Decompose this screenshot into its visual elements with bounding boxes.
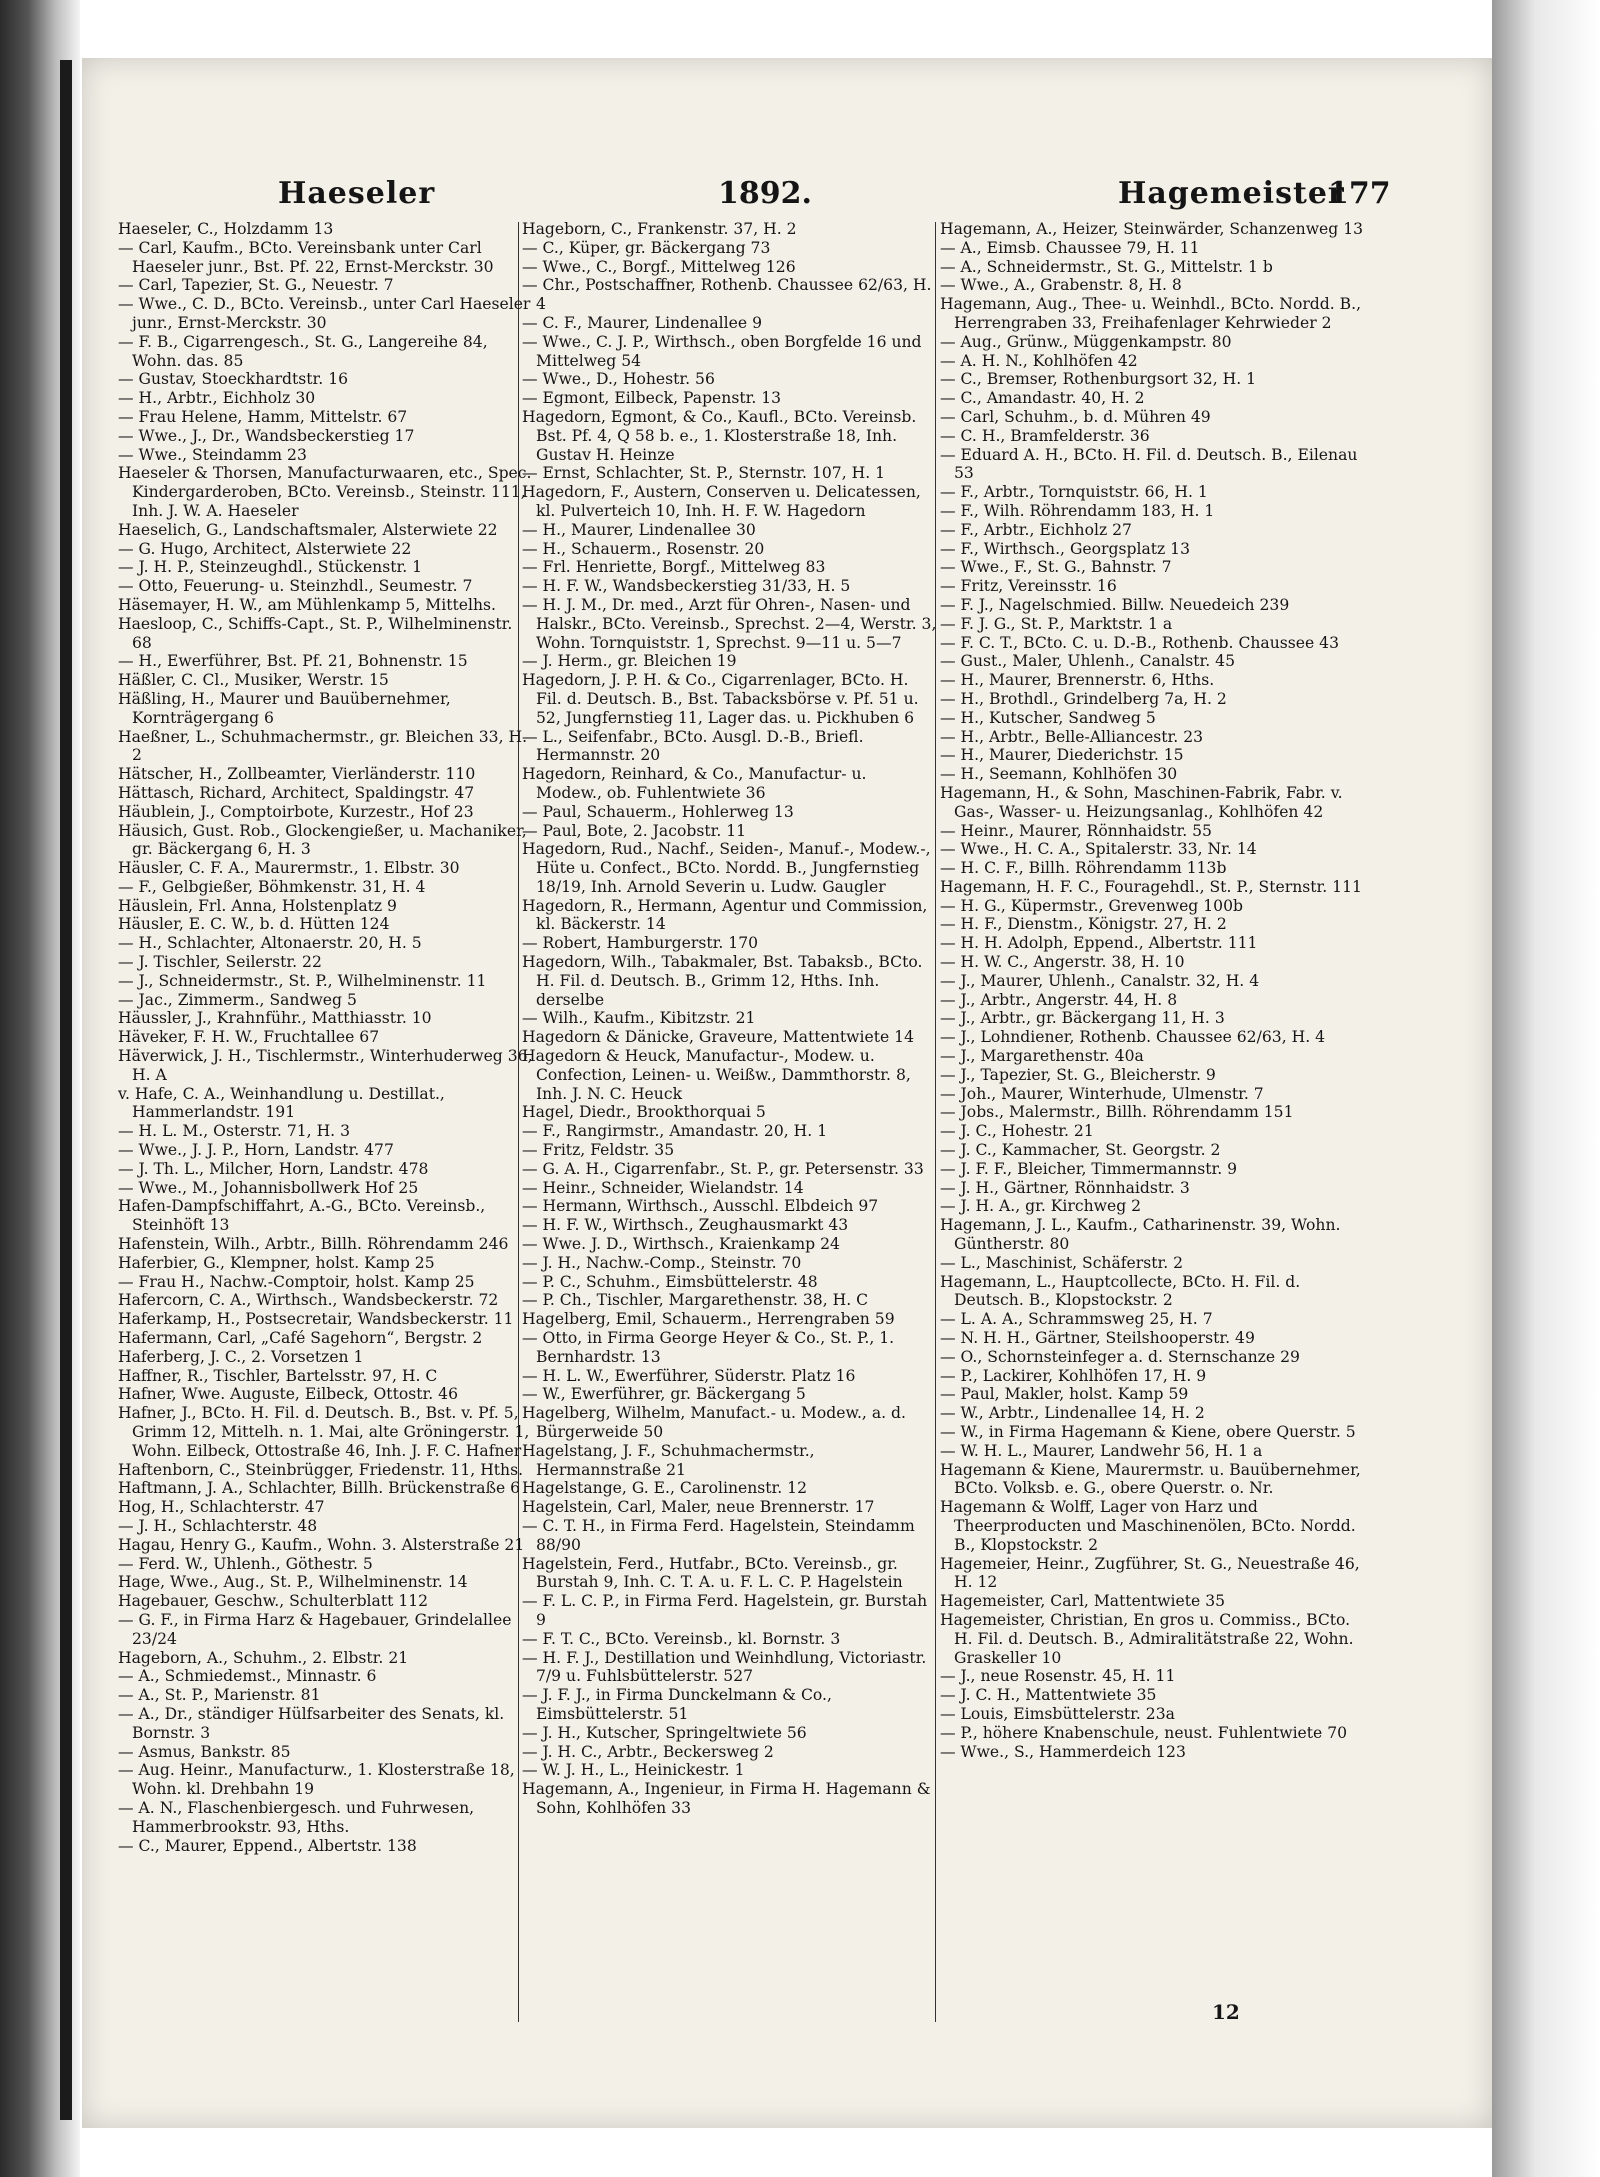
- directory-entry: — A. H. N., Kohlhöfen 42: [940, 351, 1138, 370]
- directory-entry: Hättasch, Richard, Architect, Spaldingstr. 47: [118, 783, 475, 802]
- directory-entry: Hagemann & Wolff, Lager von Harz und Theerproducten und Maschinenölen, BCto. Nordd. B., Klopstockstr. 2: [940, 1498, 1356, 1554]
- directory-entry: Hagemann, L., Hauptcollecte, BCto. H. Fil. d. Deutsch. B., Klopstockstr. 2: [940, 1272, 1301, 1310]
- page-number: 177: [1328, 176, 1391, 211]
- directory-entry: Haferkamp, H., Postsecretair, Wandsbeckerstr. 11: [118, 1310, 514, 1329]
- directory-entry: — H. F., Dienstm., Königstr. 27, H. 2: [940, 915, 1227, 934]
- directory-entry: — H., Ewerführer, Bst. Pf. 21, Bohnenstr. 15: [118, 652, 468, 671]
- directory-entry: — Carl, Schuhm., b. d. Mühren 49: [940, 407, 1211, 426]
- book-spine: [60, 60, 72, 2120]
- directory-entry: — H. G., Küpermstr., Grevenweg 100b: [940, 896, 1243, 915]
- directory-entry: — Jobs., Malermstr., Billh. Röhrendamm 151: [940, 1103, 1294, 1122]
- directory-entry: — H. L. M., Osterstr. 71, H. 3: [118, 1122, 351, 1141]
- directory-entry: — F., Arbtr., Eichholz 27: [940, 520, 1132, 539]
- directory-entry: — C. F., Maurer, Lindenallee 9: [522, 313, 762, 332]
- directory-entry: — H., Seemann, Kohlhöfen 30: [940, 765, 1178, 784]
- directory-entry: Hagedorn & Dänicke, Graveure, Mattentwiete 14: [522, 1028, 914, 1047]
- directory-entry: — H., Arbtr., Eichholz 30: [118, 389, 316, 408]
- directory-entry: — J., neue Rosenstr. 45, H. 11: [940, 1667, 1176, 1686]
- directory-entry: — Eduard A. H., BCto. H. Fil. d. Deutsch. B., Eilenau 53: [940, 445, 1358, 483]
- directory-entry: — Robert, Hamburgerstr. 170: [522, 934, 759, 953]
- directory-entry: — P., Lackirer, Kohlhöfen 17, H. 9: [940, 1366, 1207, 1385]
- directory-entry: Haeßner, L., Schuhmachermstr., gr. Bleichen 33, H. 2: [118, 727, 528, 765]
- directory-entry: — Wwe., S., Hammerdeich 123: [940, 1742, 1186, 1761]
- directory-entry: — J. H., Kutscher, Springeltwiete 56: [522, 1723, 807, 1742]
- header-left-keyword: Haeseler: [278, 176, 436, 211]
- directory-entry: — J. F. J., in Firma Dunckelmann & Co., Eimsbüttelerstr. 51: [522, 1686, 832, 1723]
- directory-entry: Hafenstein, Wilh., Arbtr., Billh. Röhrendamm 246: [118, 1235, 509, 1254]
- directory-entry: — C., Maurer, Eppend., Albertstr. 138: [118, 1836, 417, 1855]
- directory-entry: — P. Ch., Tischler, Margarethenstr. 38, H. C: [522, 1291, 869, 1310]
- directory-entry: — W., in Firma Hagemann & Kiene, obere Querstr. 5: [940, 1423, 1356, 1441]
- directory-entry: Haferberg, J. C., 2. Vorsetzen 1: [118, 1347, 364, 1366]
- directory-entry: Haffner, R., Tischler, Bartelsstr. 97, H. C: [118, 1366, 438, 1385]
- directory-entry: — H., Arbtr., Belle-Alliancestr. 23: [940, 727, 1204, 746]
- directory-entry: — J. H. C., Arbtr., Beckersweg 2: [522, 1742, 774, 1761]
- directory-entry: — L., Maschinist, Schäferstr. 2: [940, 1253, 1184, 1272]
- directory-entry: — Ferd. W., Uhlenh., Göthestr. 5: [118, 1554, 373, 1573]
- directory-entry: — P. C., Schuhm., Eimsbüttelerstr. 48: [522, 1272, 818, 1291]
- directory-entry: — Louis, Eimsbüttelerstr. 23a: [940, 1704, 1175, 1723]
- directory-entry: Haeseler, C., Holzdamm 13: [118, 220, 334, 238]
- directory-entry: — Frl. Henriette, Borgf., Mittelweg 83: [522, 558, 826, 577]
- directory-entry: — H. C. F., Billh. Röhrendamm 113b: [940, 859, 1227, 878]
- directory-entry: — H. F. W., Wandsbeckerstieg 31/33, H. 5: [522, 577, 851, 596]
- directory-entry: Hagelberg, Wilhelm, Manufact.- u. Modew., a. d. Bürgerweide 50: [522, 1404, 906, 1441]
- directory-entry: Hagebauer, Geschw., Schulterblatt 112: [118, 1592, 429, 1611]
- directory-entry: — J., Arbtr., Angerstr. 44, H. 8: [940, 990, 1178, 1009]
- directory-entry: — J. H. A., gr. Kirchweg 2: [940, 1197, 1142, 1216]
- directory-entry: Hage, Wwe., Aug., St. P., Wilhelminenstr. 14: [118, 1573, 468, 1592]
- directory-entry: Hagemann, J. L., Kaufm., Catharinenstr. 39, Wohn. Güntherstr. 80: [940, 1216, 1341, 1254]
- directory-entry: — Paul, Makler, holst. Kamp 59: [940, 1385, 1189, 1404]
- directory-entry: Hagedorn, F., Austern, Conserven u. Delicatessen, kl. Pulverteich 10, Inh. H. F. W. Hagedorn: [522, 483, 921, 520]
- directory-entry: — Wwe., D., Hohestr. 56: [522, 370, 715, 389]
- directory-entry: Hog, H., Schlachterstr. 47: [118, 1498, 325, 1517]
- directory-entry: — J., Arbtr., gr. Bäckergang 11, H. 3: [940, 1009, 1225, 1028]
- directory-entry: — Egmont, Eilbeck, Papenstr. 13: [522, 389, 782, 408]
- directory-entry: Hagedorn & Heuck, Manufactur-, Modew. u. Confection, Leinen- u. Weißw., Dammthorstr. 8, Inh. J. N. C. Heuck: [522, 1047, 911, 1103]
- directory-entry: Hagemeister, Christian, En gros u. Commiss., BCto. H. Fil. d. Deutsch. B., Admiralitätstraße 22, Wohn. Graskeller 10: [940, 1610, 1354, 1667]
- directory-entry: — L. A. A., Schrammsweg 25, H. 7: [940, 1310, 1213, 1329]
- directory-entry: — Chr., Postschaffner, Rothenb. Chaussee 62/63, H. 4: [522, 276, 932, 314]
- directory-entry: Haftmann, J. A., Schlachter, Billh. Brückenstraße 6: [118, 1479, 521, 1498]
- directory-entry: Hagedorn, Egmont, & Co., Kaufl., BCto. Vereinsb. Bst. Pf. 4, Q 58 b. e., 1. Klosterstraße 18, Inh. Gustav H. Heinze: [522, 407, 917, 464]
- directory-entry: — Gustav, Stoeckhardtstr. 16: [118, 370, 349, 389]
- header-year: 1892.: [718, 176, 812, 211]
- page-header: [118, 176, 1438, 216]
- directory-entry: Hagelstange, G. E., Carolinenstr. 12: [522, 1479, 808, 1498]
- directory-entry: Hagel, Diedr., Brookthorquai 5: [522, 1103, 766, 1122]
- directory-entry: — A., Dr., ständiger Hülfsarbeiter des Senats, kl. Bornstr. 3: [118, 1704, 505, 1742]
- directory-entry: — H. J. M., Dr. med., Arzt für Ohren-, Nasen- und Halskr., BCto. Vereinsb., Sprechst. 2—4, Werstr. 3, Wohn. Tornquiststr. 1, Sprechst. 9—11 u. 5—7: [522, 595, 937, 652]
- directory-entry: Hagemeier, Heinr., Zugführer, St. G., Neuestraße 46, H. 12: [940, 1554, 1360, 1592]
- directory-entry: Hageborn, C., Frankenstr. 37, H. 2: [522, 220, 797, 238]
- directory-entry: — Wwe., C., Borgf., Mittelweg 126: [522, 257, 796, 276]
- directory-entry: Hagelberg, Emil, Schauerm., Herrengraben 59: [522, 1310, 895, 1329]
- directory-entry: — F. J., Nagelschmied. Billw. Neuedeich 239: [940, 595, 1290, 614]
- directory-entry: Hagedorn, J. P. H. & Co., Cigarrenlager, BCto. H. Fil. d. Deutsch. B., Bst. Tabacksbörse v. Pf. 51 u. 52, Jungfernstieg 11, Lager das. u. Pickhuben 6: [522, 671, 919, 727]
- directory-entry: — F. J. G., St. P., Marktstr. 1 a: [940, 614, 1173, 633]
- directory-entry: — J. C. H., Mattentwiete 35: [940, 1686, 1157, 1705]
- directory-entry: Hätscher, H., Zollbeamter, Vierländerstr. 110: [118, 765, 476, 784]
- directory-entry: — J. C., Hohestr. 21: [940, 1122, 1094, 1141]
- header-right-keyword: Hagemeister: [1118, 176, 1345, 211]
- directory-entry: Hafner, J., BCto. H. Fil. d. Deutsch. B., Bst. v. Pf. 5, Grimm 12, Mittelh. n. 1. Mai, alte Gröningerstr. 1, Wohn. Eilbeck, Ottostraße 46, Inh. J. F. C. Hafner: [118, 1404, 530, 1460]
- directory-entry: — A., St. P., Marienstr. 81: [118, 1686, 321, 1705]
- directory-entry: Häusich, Gust. Rob., Glockengießer, u. Machaniker, gr. Bäckergang 6, H. 3: [118, 821, 527, 859]
- directory-entry: Hagemann, A., Heizer, Steinwärder, Schanzenweg 13: [940, 220, 1364, 238]
- directory-entry: — Wwe., C. D., BCto. Vereinsb., unter Carl Haeseler junr., Ernst-Merckstr. 30: [118, 295, 531, 332]
- directory-entry: — F. C. T., BCto. C. u. D.-B., Rothenb. Chaussee 43: [940, 633, 1340, 652]
- directory-entry: — J., Margarethenstr. 40a: [940, 1047, 1144, 1066]
- directory-entry: — H., Maurer, Lindenallee 30: [522, 520, 756, 539]
- directory-entry: — Frau Helene, Hamm, Mittelstr. 67: [118, 407, 408, 426]
- directory-entry: — A. N., Flaschenbiergesch. und Fuhrwesen, Hammerbrookstr. 93, Hths.: [118, 1798, 475, 1836]
- directory-entry: — J. Th. L., Milcher, Horn, Landstr. 478: [118, 1159, 429, 1178]
- directory-entry: — F. T. C., BCto. Vereinsb., kl. Bornstr. 3: [522, 1629, 841, 1648]
- directory-entry: Häuslein, Frl. Anna, Holstenplatz 9: [118, 896, 397, 915]
- directory-entry: — Wwe., J., Dr., Wandsbeckerstieg 17: [118, 426, 415, 445]
- directory-entry: Hagemeister, Carl, Mattentwiete 35: [940, 1592, 1226, 1611]
- directory-entry: Häßling, H., Maurer und Bauübernehmer, Kornträgergang 6: [118, 689, 451, 727]
- directory-entry: — C. H., Bramfelderstr. 36: [940, 426, 1150, 445]
- directory-entry: Hagelstein, Carl, Maler, neue Brennerstr. 17: [522, 1498, 875, 1517]
- directory-entry: — Wwe., J. J. P., Horn, Landstr. 477: [118, 1141, 394, 1160]
- directory-entry: — Paul, Schauerm., Hohlerweg 13: [522, 802, 794, 821]
- directory-entry: Hagedorn, Reinhard, & Co., Manufactur- u. Modew., ob. Fuhlentwiete 36: [522, 765, 867, 802]
- directory-entry: Hagemann, A., Ingenieur, in Firma H. Hagemann & Sohn, Kohlhöfen 33: [522, 1780, 931, 1817]
- directory-column-2: [522, 220, 937, 1818]
- sheet-signature: 12: [1212, 2000, 1240, 2024]
- directory-entry: — H. L. W., Ewerführer, Süderstr. Platz 16: [522, 1366, 856, 1385]
- directory-entry: Haesloop, C., Schiffs-Capt., St. P., Wilhelminenstr. 68: [118, 614, 513, 652]
- directory-entry: — H., Maurer, Diederichstr. 15: [940, 746, 1184, 765]
- directory-entry: — G. Hugo, Architect, Alsterwiete 22: [118, 539, 412, 558]
- directory-entry: — F. L. C. P., in Firma Ferd. Hagelstein, gr. Burstah 9: [522, 1592, 928, 1629]
- directory-entry: — F., Wilh. Röhrendamm 183, H. 1: [940, 501, 1215, 520]
- directory-entry: — J. Herm., gr. Bleichen 19: [522, 652, 737, 671]
- directory-entry: — Paul, Bote, 2. Jacobstr. 11: [522, 821, 747, 840]
- directory-entry: Hageborn, A., Schuhm., 2. Elbstr. 21: [118, 1648, 409, 1667]
- directory-entry: — F., Wirthsch., Georgsplatz 13: [940, 539, 1191, 558]
- directory-entry: — W. J. H., L., Heinickestr. 1: [522, 1761, 745, 1780]
- directory-entry: Hagemann, H., & Sohn, Maschinen-Fabrik, Fabr. v. Gas-, Wasser- u. Heizungsanlag., Kohlhöfen 42: [940, 783, 1343, 821]
- directory-entry: — J., Maurer, Uhlenh., Canalstr. 32, H. 4: [940, 971, 1260, 990]
- directory-entry: Hagemann, H. F. C., Fouragehdl., St. P., Sternstr. 111: [940, 877, 1362, 896]
- directory-entry: — H. W. C., Angerstr. 38, H. 10: [940, 953, 1185, 972]
- directory-entry: Häusler, C. F. A., Maurermstr., 1. Elbstr. 30: [118, 859, 460, 878]
- directory-entry: Hagedorn, Rud., Nachf., Seiden-, Manuf.-, Modew.-, Hüte u. Confect., BCto. Nordd. B., Jungfernstieg 18/19, Inh. Arnold Severin u. Ludw. Gaugler: [522, 840, 931, 896]
- directory-entry: Hafner, Wwe. Auguste, Eilbeck, Ottostr. 46: [118, 1385, 458, 1404]
- directory-entry: — J. H., Schlachterstr. 48: [118, 1516, 318, 1535]
- directory-entry: — J. H. P., Steinzeughdl., Stückenstr. 1: [118, 558, 423, 577]
- directory-entry: Häussler, J., Krahnführ., Matthiasstr. 10: [118, 1009, 432, 1028]
- directory-entry: — Fritz, Vereinsstr. 16: [940, 577, 1117, 596]
- directory-entry: Hagemann, Aug., Thee- u. Weinhdl., BCto. Nordd. B., Herrengraben 33, Freihafenlager Kehrwieder 2: [940, 295, 1362, 332]
- directory-entry: — J., Tapezier, St. G., Bleicherstr. 9: [940, 1065, 1216, 1084]
- directory-entry: — A., Schmiedemst., Minnastr. 6: [118, 1667, 377, 1686]
- directory-column-1: [118, 220, 533, 1855]
- directory-entry: — J. H., Nachw.-Comp., Steinstr. 70: [522, 1253, 802, 1272]
- directory-column-3: [940, 220, 1370, 1761]
- directory-entry: — H., Schauerm., Rosenstr. 20: [522, 539, 765, 558]
- directory-entry: Häveker, F. H. W., Fruchtallee 67: [118, 1028, 380, 1047]
- directory-entry: — Wilh., Kaufm., Kibitzstr. 21: [522, 1009, 756, 1028]
- directory-entry: — G. A. H., Cigarrenfabr., St. P., gr. Petersenstr. 33: [522, 1159, 924, 1178]
- directory-entry: Hafen-Dampfschiffahrt, A.-G., BCto. Vereinsb., Steinhöft 13: [118, 1197, 486, 1235]
- directory-entry: — J. F. F., Bleicher, Timmermannstr. 9: [940, 1159, 1238, 1178]
- directory-entry: Häusler, E. C. W., b. d. Hütten 124: [118, 915, 390, 934]
- directory-entry: — Ernst, Schlachter, St. P., Sternstr. 107, H. 1: [522, 464, 886, 483]
- directory-entry: — Asmus, Bankstr. 85: [118, 1742, 291, 1761]
- directory-entry: — Wwe., M., Johannisbollwerk Hof 25: [118, 1178, 419, 1197]
- directory-entry: Haftenborn, C., Steinbrügger, Friedenstr. 11, Hths.: [118, 1460, 524, 1479]
- directory-entry: Hagelstang, J. F., Schuhmachermstr., Hermannstraße 21: [522, 1441, 815, 1479]
- directory-entry: — W., Ewerführer, gr. Bäckergang 5: [522, 1385, 806, 1404]
- directory-entry: Hagedorn, Wilh., Tabakmaler, Bst. Tabaksb., BCto. H. Fil. d. Deutsch. B., Grimm 12, Hths. Inh. derselbe: [522, 953, 923, 1009]
- directory-entry: Haeseler & Thorsen, Manufacturwaaren, etc., Spec. Kindergarderoben, BCto. Vereinsb., Steinstr. 111, Inh. J. W. A. Haeseler: [118, 464, 532, 520]
- directory-entry: — Frau H., Nachw.-Comptoir, holst. Kamp 25: [118, 1272, 475, 1291]
- directory-entry: — Fritz, Feldstr. 35: [522, 1141, 675, 1160]
- directory-entry: — C., Bremser, Rothenburgsort 32, H. 1: [940, 370, 1257, 389]
- directory-entry: Häßler, C. Cl., Musiker, Werstr. 15: [118, 671, 389, 690]
- directory-entry: Hagelstein, Ferd., Hutfabr., BCto. Vereinsb., gr. Burstah 9, Inh. C. T. A. u. F. L. C. P. Hagelstein: [522, 1554, 903, 1592]
- directory-entry: v. Hafe, C. A., Weinhandlung u. Destillat., Hammerlandstr. 191: [118, 1084, 445, 1122]
- directory-entry: — H., Schlachter, Altonaerstr. 20, H. 5: [118, 934, 422, 953]
- directory-entry: — Aug., Grünw., Müggenkampstr. 80: [940, 332, 1232, 351]
- directory-entry: Hafercorn, C. A., Wirthsch., Wandsbeckerstr. 72: [118, 1291, 499, 1310]
- directory-entry: — Heinr., Maurer, Rönnhaidstr. 55: [940, 821, 1212, 840]
- directory-entry: — Wwe., C. J. P., Wirthsch., oben Borgfelde 16 und Mittelweg 54: [522, 332, 922, 370]
- directory-entry: — Aug. Heinr., Manufacturw., 1. Klosterstraße 18, Wohn. kl. Drehbahn 19: [118, 1761, 515, 1799]
- directory-entry: — Wwe., A., Grabenstr. 8, H. 8: [940, 276, 1182, 295]
- directory-entry: — H. F. J., Destillation und Weinhdlung, Victoriastr. 7/9 u. Fuhlsbüttelerstr. 527: [522, 1648, 927, 1686]
- directory-entry: — G. F., in Firma Harz & Hagebauer, Grindelallee 23/24: [118, 1610, 512, 1648]
- directory-entry: — O., Schornsteinfeger a. d. Sternschanze 29: [940, 1347, 1300, 1366]
- directory-entry: Haferbier, G., Klempner, holst. Kamp 25: [118, 1253, 435, 1272]
- directory-entry: — C., Küper, gr. Bäckergang 73: [522, 238, 771, 257]
- directory-entry: — J., Schneidermstr., St. P., Wilhelminenstr. 11: [118, 971, 487, 990]
- directory-entry: — F., Arbtr., Tornquiststr. 66, H. 1: [940, 483, 1208, 502]
- directory-entry: — Heinr., Schneider, Wielandstr. 14: [522, 1178, 804, 1197]
- directory-entry: — Joh., Maurer, Winterhude, Ulmenstr. 7: [940, 1084, 1264, 1103]
- directory-entry: — J. Tischler, Seilerstr. 22: [118, 953, 322, 972]
- directory-entry: — J., Lohndiener, Rothenb. Chaussee 62/63, H. 4: [940, 1028, 1326, 1047]
- directory-entry: — J. H., Gärtner, Rönnhaidstr. 3: [940, 1178, 1190, 1197]
- directory-entry: — Jac., Zimmerm., Sandweg 5: [118, 990, 357, 1009]
- directory-entry: — H. H. Adolph, Eppend., Albertstr. 111: [940, 934, 1258, 953]
- directory-entry: — Hermann, Wirthsch., Ausschl. Elbdeich 97: [522, 1197, 879, 1216]
- directory-entry: Hagedorn, R., Hermann, Agentur und Commission, kl. Bäckerstr. 14: [522, 896, 928, 934]
- directory-entry: — Wwe., Steindamm 23: [118, 445, 307, 464]
- directory-entry: — A., Schneidermstr., St. G., Mittelstr. 1 b: [940, 257, 1273, 276]
- directory-entry: Häverwick, J. H., Tischlermstr., Winterhuderweg 36, H. A: [118, 1047, 533, 1084]
- directory-entry: Häsemayer, H. W., am Mühlenkamp 5, Mittelhs.: [118, 595, 496, 614]
- directory-entry: — C. T. H., in Firma Ferd. Hagelstein, Steindamm 88/90: [522, 1516, 915, 1554]
- directory-entry: — H., Brothdl., Grindelberg 7a, H. 2: [940, 689, 1227, 708]
- directory-entry: — Carl, Tapezier, St. G., Neuestr. 7: [118, 276, 394, 295]
- directory-entry: — N. H. H., Gärtner, Steilshooperstr. 49: [940, 1329, 1255, 1348]
- directory-entry: — Otto, Feuerung- u. Steinzhdl., Seumestr. 7: [118, 577, 473, 596]
- directory-entry: — W., Arbtr., Lindenallee 14, H. 2: [940, 1404, 1205, 1423]
- directory-entry: — F., Gelbgießer, Böhmkenstr. 31, H. 4: [118, 877, 426, 896]
- directory-entry: — Wwe., F., St. G., Bahnstr. 7: [940, 558, 1172, 577]
- directory-entry: Hagau, Henry G., Kaufm., Wohn. 3. Alsterstraße 21: [118, 1535, 525, 1554]
- directory-entry: — H. F. W., Wirthsch., Zeughausmarkt 43: [522, 1216, 849, 1235]
- directory-entry: — W. H. L., Maurer, Landwehr 56, H. 1 a: [940, 1441, 1263, 1460]
- directory-entry: — C., Amandastr. 40, H. 2: [940, 389, 1145, 408]
- directory-entry: — F. B., Cigarrengesch., St. G., Langereihe 84, Wohn. das. 85: [118, 332, 488, 370]
- directory-entry: — H., Kutscher, Sandweg 5: [940, 708, 1156, 727]
- directory-entry: — Wwe. J. D., Wirthsch., Kraienkamp 24: [522, 1235, 840, 1254]
- directory-entry: — H., Maurer, Brennerstr. 6, Hths.: [940, 671, 1215, 690]
- directory-entry: — L., Seifenfabr., BCto. Ausgl. D.-B., Briefl. Hermannstr. 20: [522, 727, 864, 765]
- directory-entry: — Gust., Maler, Uhlenh., Canalstr. 45: [940, 652, 1236, 671]
- directory-entry: — Carl, Kaufm., BCto. Vereinsbank unter Carl Haeseler junr., Bst. Pf. 22, Ernst-Merckstr. 30: [118, 238, 494, 276]
- directory-entry: — Wwe., H. C. A., Spitalerstr. 33, Nr. 14: [940, 840, 1257, 859]
- directory-entry: — Otto, in Firma George Heyer & Co., St. P., 1. Bernhardstr. 13: [522, 1329, 895, 1366]
- directory-entry: — J. C., Kammacher, St. Georgstr. 2: [940, 1141, 1221, 1160]
- directory-entry: Häublein, J., Comptoirbote, Kurzestr., Hof 23: [118, 802, 474, 821]
- directory-entry: — P., höhere Knabenschule, neust. Fuhlentwiete 70: [940, 1723, 1348, 1742]
- directory-entry: Haeselich, G., Landschaftsmaler, Alsterwiete 22: [118, 520, 498, 539]
- scan-right-edge: [1492, 0, 1600, 2177]
- directory-entry: — F., Rangirmstr., Amandastr. 20, H. 1: [522, 1122, 828, 1141]
- directory-entry: Hagemann & Kiene, Maurermstr. u. Bauübernehmer, BCto. Volksb. e. G., obere Querstr. o. Nr.: [940, 1460, 1361, 1498]
- directory-entry: Hafermann, Carl, „Café Sagehorn“, Bergstr. 2: [118, 1329, 483, 1348]
- directory-entry: — A., Eimsb. Chaussee 79, H. 11: [940, 238, 1200, 257]
